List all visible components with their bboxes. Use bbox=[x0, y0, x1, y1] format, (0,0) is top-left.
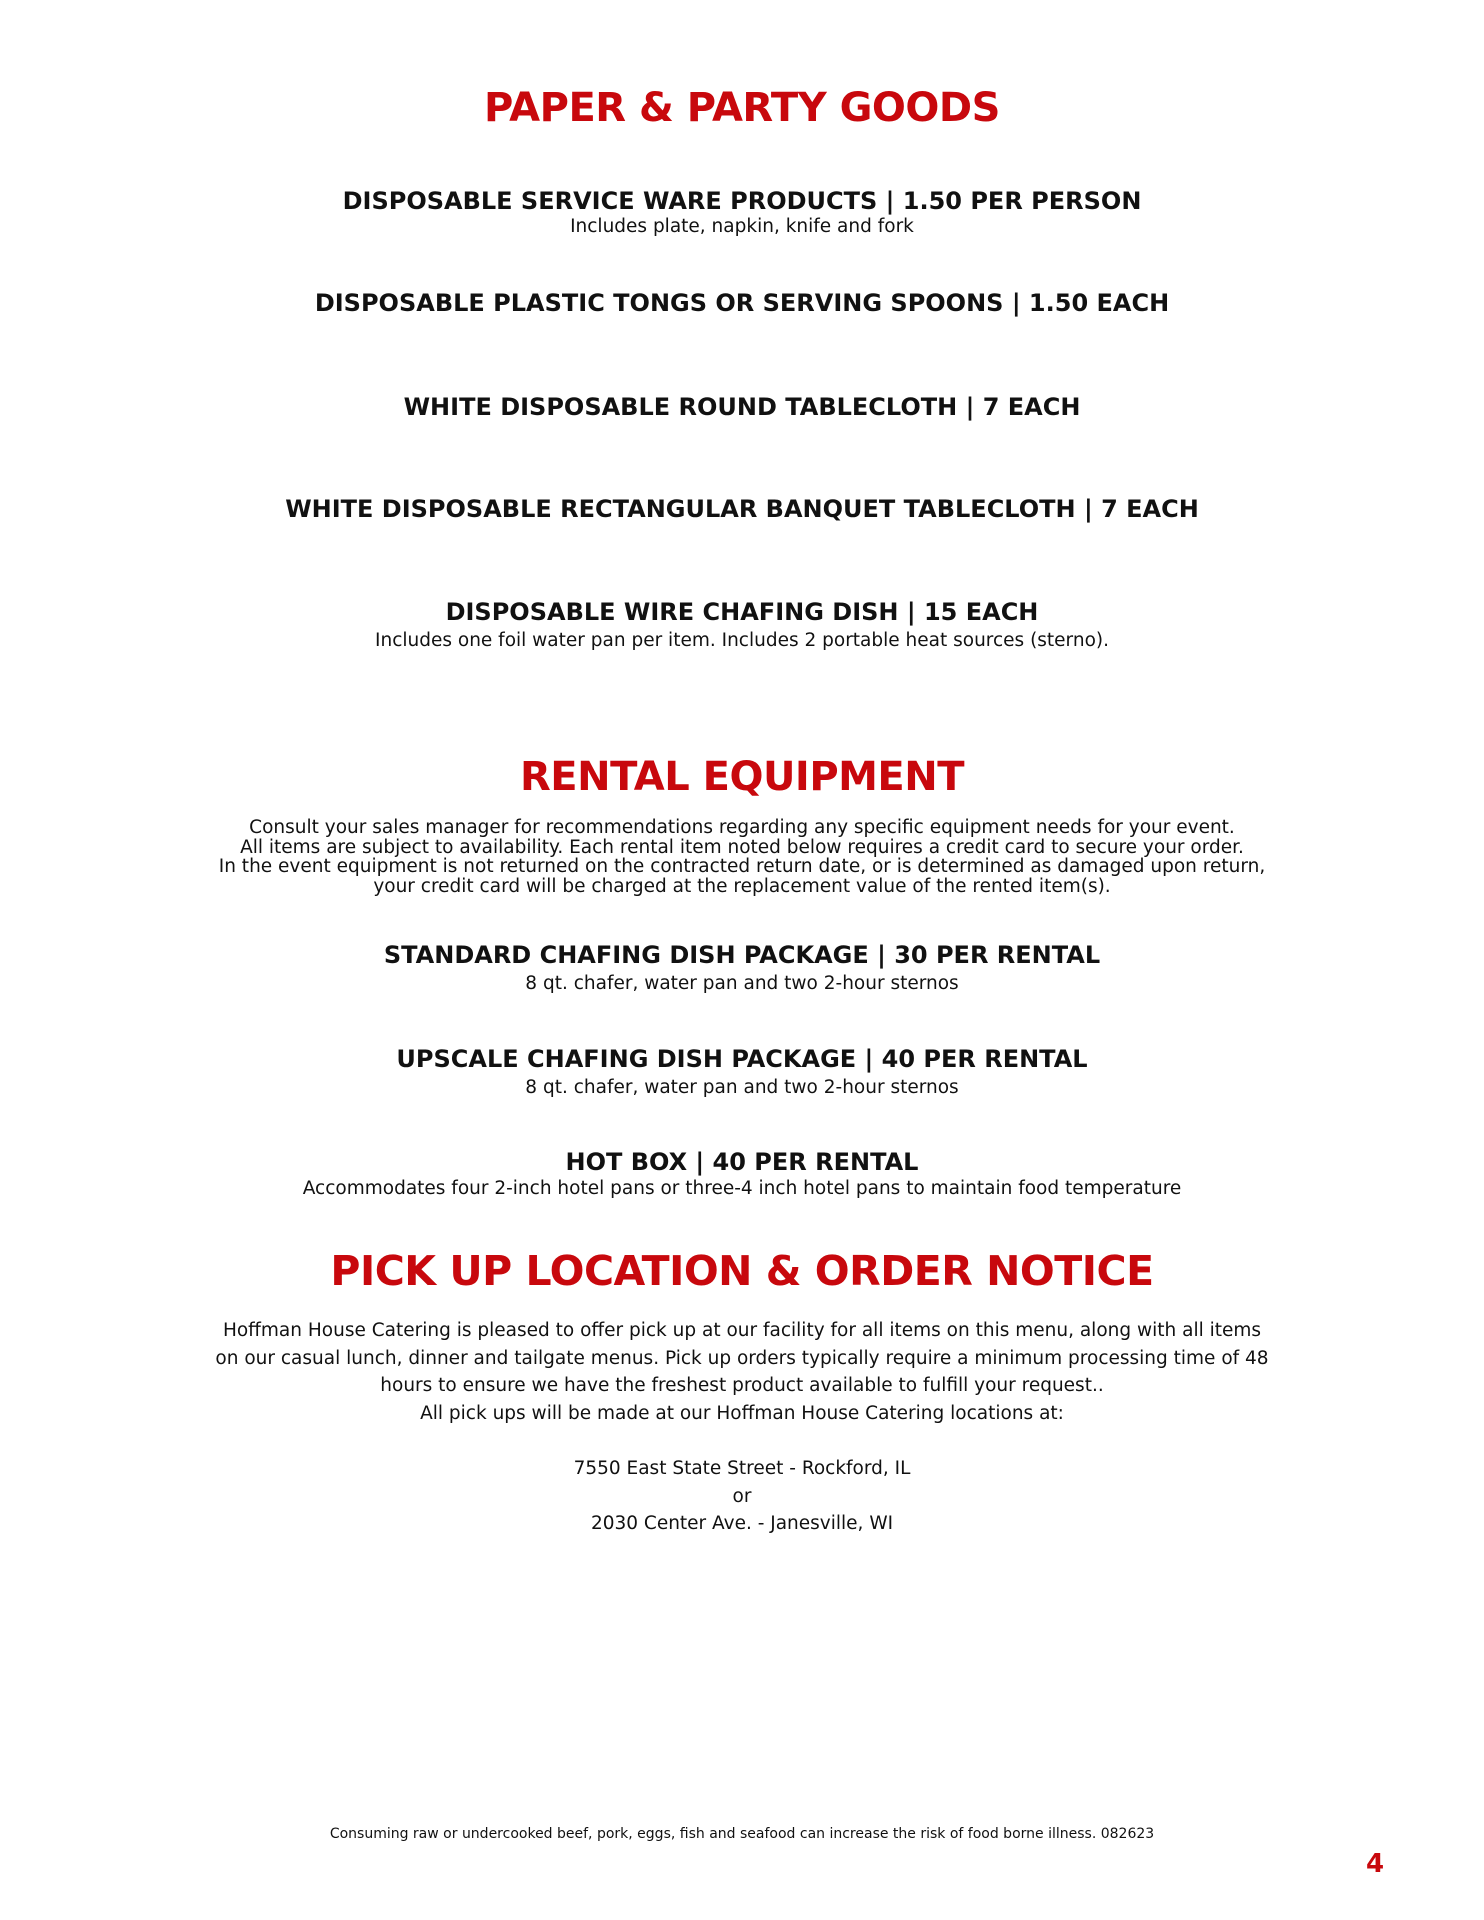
address-rockford: 7550 East State Street - Rockford, IL bbox=[573, 1458, 911, 1479]
pickup-body-line: All pick ups will be made at our Hoffman House Catering locations at: bbox=[420, 1402, 1064, 1424]
item-title-upscale-chafing: UPSCALE CHAFING DISH PACKAGE | 40 PER RENTAL bbox=[396, 1045, 1088, 1073]
section-title-paper-party-goods: PAPER & PARTY GOODS bbox=[484, 85, 1000, 131]
pickup-body-line: on our casual lunch, dinner and tailgate menus. Pick up orders typically require a minimum processing time of 48 bbox=[215, 1347, 1269, 1369]
rental-intro-line: In the event equipment is not returned on the contracted return date, or is determined as damaged upon return, bbox=[218, 856, 1266, 877]
item-title-hot-box: HOT BOX | 40 PER RENTAL bbox=[565, 1148, 919, 1176]
section-title-rental-equipment: RENTAL EQUIPMENT bbox=[519, 754, 965, 800]
section-title-pickup-notice: PICK UP LOCATION & ORDER NOTICE bbox=[330, 1247, 1154, 1295]
item-desc-service-ware: Includes plate, napkin, knife and fork bbox=[570, 216, 914, 237]
item-desc-wire-chafing-dish: Includes one foil water pan per item. Includes 2 portable heat sources (sterno). bbox=[375, 630, 1109, 651]
pickup-body-line: hours to ensure we have the freshest product available to fulfill your request.. bbox=[380, 1375, 1104, 1396]
item-title-wire-chafing-dish: DISPOSABLE WIRE CHAFING DISH | 15 EACH bbox=[445, 598, 1039, 626]
item-title-rectangular-tablecloth: WHITE DISPOSABLE RECTANGULAR BANQUET TABLECLOTH | 7 EACH bbox=[285, 495, 1199, 523]
item-desc-upscale-chafing: 8 qt. chafer, water pan and two 2-hour sternos bbox=[525, 1077, 959, 1098]
item-desc-standard-chafing: 8 qt. chafer, water pan and two 2-hour sternos bbox=[525, 973, 959, 994]
rental-intro-text bbox=[100, 818, 1384, 896]
address-separator: or bbox=[732, 1485, 752, 1507]
item-title-round-tablecloth: WHITE DISPOSABLE ROUND TABLECLOTH | 7 EACH bbox=[403, 393, 1081, 421]
address-janesville: 2030 Center Ave. - Janesville, WI bbox=[590, 1513, 894, 1534]
pickup-addresses bbox=[100, 1455, 1384, 1538]
rental-intro-line: All items are subject to availability. Each rental item noted below requires a credit card to secure your order. bbox=[240, 836, 1244, 858]
rental-intro-line: your credit card will be charged at the replacement value of the rented item(s). bbox=[373, 875, 1111, 897]
pickup-body-line: Hoffman House Catering is pleased to offer pick up at our facility for all items on this menu, along with all items bbox=[222, 1320, 1262, 1341]
page-number: 4 bbox=[1365, 1849, 1385, 1879]
food-safety-disclaimer: Consuming raw or undercooked beef, pork, eggs, fish and seafood can increase the risk of food borne illness. 082623 bbox=[329, 1826, 1155, 1842]
pickup-body-text bbox=[100, 1317, 1384, 1427]
item-title-service-ware: DISPOSABLE SERVICE WARE PRODUCTS | 1.50 PER PERSON bbox=[342, 187, 1142, 215]
item-title-standard-chafing: STANDARD CHAFING DISH PACKAGE | 30 PER RENTAL bbox=[383, 941, 1101, 969]
item-desc-hot-box: Accommodates four 2-inch hotel pans or three-4 inch hotel pans to maintain food temperature bbox=[302, 1178, 1182, 1199]
item-title-tongs-spoons: DISPOSABLE PLASTIC TONGS OR SERVING SPOONS | 1.50 EACH bbox=[314, 289, 1170, 317]
rental-intro-line: Consult your sales manager for recommendations regarding any specific equipment needs for your event. bbox=[249, 817, 1235, 838]
